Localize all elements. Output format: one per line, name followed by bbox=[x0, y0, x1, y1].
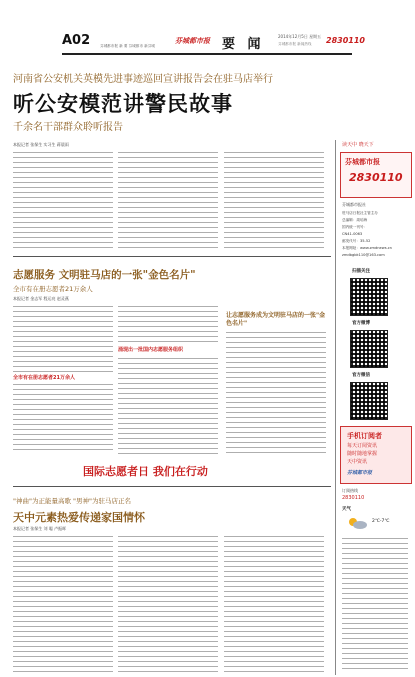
contact-line: zmdbgbk110@163.com bbox=[342, 253, 385, 257]
weather-icon bbox=[346, 515, 368, 529]
lead-headline: 听公安模范讲警民故事 bbox=[13, 92, 233, 116]
sidebar-top-text: 读天中 晓天下 bbox=[342, 142, 374, 148]
masthead-small: 芬城都市报 新 要 芬城都市 新芬城 bbox=[100, 44, 155, 48]
sidebar-ad-2[interactable] bbox=[340, 426, 412, 484]
sidebar-phone-label: 订阅热线 bbox=[342, 488, 358, 493]
bottom-headline: 天中元素热爱传递家国情怀 bbox=[13, 511, 145, 524]
volunteer-body-col-2b bbox=[118, 358, 218, 454]
banner-text: 国际志愿者日 我们在行动 bbox=[83, 465, 208, 478]
sidebar-ad-1-title: 芬城都市报 bbox=[345, 158, 380, 166]
lead-kicker: 河南省公安机关英模先进事迹巡回宣讲报告会在驻马店举行 bbox=[13, 74, 273, 85]
brand-logo: 芬城都市报 bbox=[175, 37, 210, 45]
section-title: 要 闻 bbox=[222, 37, 265, 52]
qr-code-2[interactable] bbox=[350, 330, 388, 368]
sidebar-divider bbox=[335, 140, 336, 675]
volunteer-headline: 志愿服务 文明驻马店的一张"金色名片" bbox=[13, 269, 196, 281]
sidebar-ad-2-line-4: 天中资讯 bbox=[347, 459, 368, 465]
sidebar-phone-value: 2830110 bbox=[342, 495, 365, 501]
lead-body-col-3 bbox=[224, 152, 324, 252]
sidebar-ad-2-line-1: 手机订阅者 bbox=[347, 432, 382, 440]
volunteer-subhead: 全市有在册志愿者21万余人 bbox=[13, 285, 93, 293]
bottom-body-col-1 bbox=[13, 536, 113, 674]
volunteer-sidebar-body bbox=[226, 332, 326, 454]
volunteer-body-col-2a bbox=[118, 306, 218, 342]
lead-byline: 本报记者 张保生 实习生 蒋晨雨 bbox=[13, 142, 69, 147]
qr-label-1: 扫描关注 bbox=[352, 269, 370, 274]
volunteer-section-title-2: 涌现出一批国内志愿服务组织 bbox=[118, 347, 184, 353]
lead-body-col-1 bbox=[13, 152, 113, 252]
qr-label-3: 官方微信 bbox=[352, 373, 370, 378]
weather-temp: 2℃-7℃ bbox=[372, 519, 390, 524]
bottom-body-col-2 bbox=[118, 536, 218, 674]
masthead bbox=[0, 0, 415, 52]
issue-date: 2014年12月5日 星期五 bbox=[278, 34, 322, 39]
bottom-kicker: "神曲"为正能量高歌 "男神"为驻马店正名 bbox=[13, 497, 132, 505]
volunteer-section-title-1: 全市有在册志愿者21万余人 bbox=[13, 375, 75, 381]
sidebar-ad-1[interactable] bbox=[340, 152, 412, 198]
volunteer-byline: 本报记者 金志军 程运亮 赵灵燕 bbox=[13, 296, 69, 301]
lead-body-col-2 bbox=[118, 152, 218, 252]
qr-label-2: 官方微博 bbox=[352, 321, 370, 326]
sidebar-contact-label: 芬城都市报社 bbox=[342, 202, 366, 207]
weather-title: 天气 bbox=[342, 507, 351, 512]
volunteer-body-col-1a bbox=[13, 306, 113, 372]
contact-line: CN41-0063 bbox=[342, 232, 363, 236]
sidebar-contact-block bbox=[342, 210, 412, 259]
lead-bottom-rule bbox=[13, 256, 331, 257]
sidebar-ad-1-number: 2830110 bbox=[349, 171, 403, 184]
volunteer-bottom-rule bbox=[13, 486, 331, 487]
qr-code-1[interactable] bbox=[350, 278, 388, 316]
sidebar-ad-2-line-3: 随时随地掌握 bbox=[347, 451, 378, 457]
sidebar-ad-2-brand: 芬城都市报 bbox=[347, 470, 373, 476]
sidebar-lower-text bbox=[342, 538, 408, 672]
contact-line: 本报网址：www.zmdnews.cn bbox=[342, 246, 392, 250]
volunteer-sidebar-title: 让志愿服务成为文明驻马店的一张"金色名片" bbox=[226, 312, 326, 327]
lead-subhead: 千余名干部群众聆听报告 bbox=[13, 122, 123, 133]
sidebar-ad-2-line-2: 每天订阅资讯 bbox=[347, 443, 378, 449]
contact-line: 国内统一刊号： bbox=[342, 225, 368, 229]
bottom-byline: 本报记者 张保生 刘 聪 卢振晖 bbox=[13, 526, 67, 531]
volunteer-body-col-1b bbox=[13, 384, 113, 454]
contact-line: 驻马店日报社主管主办 bbox=[342, 211, 378, 215]
volunteer-banner bbox=[13, 460, 331, 482]
contact-line: 邮发代号：35-52 bbox=[342, 239, 371, 243]
hotline-number: 2830110 bbox=[326, 36, 365, 45]
page-code: A02 bbox=[62, 33, 91, 48]
contact-line: 总编辑：周培海 bbox=[342, 218, 368, 222]
masthead-rule bbox=[62, 53, 352, 55]
edition-note: 芬城都市报 新闻热线 bbox=[278, 42, 312, 46]
bottom-body-col-3 bbox=[224, 536, 324, 674]
qr-code-3[interactable] bbox=[350, 382, 388, 420]
